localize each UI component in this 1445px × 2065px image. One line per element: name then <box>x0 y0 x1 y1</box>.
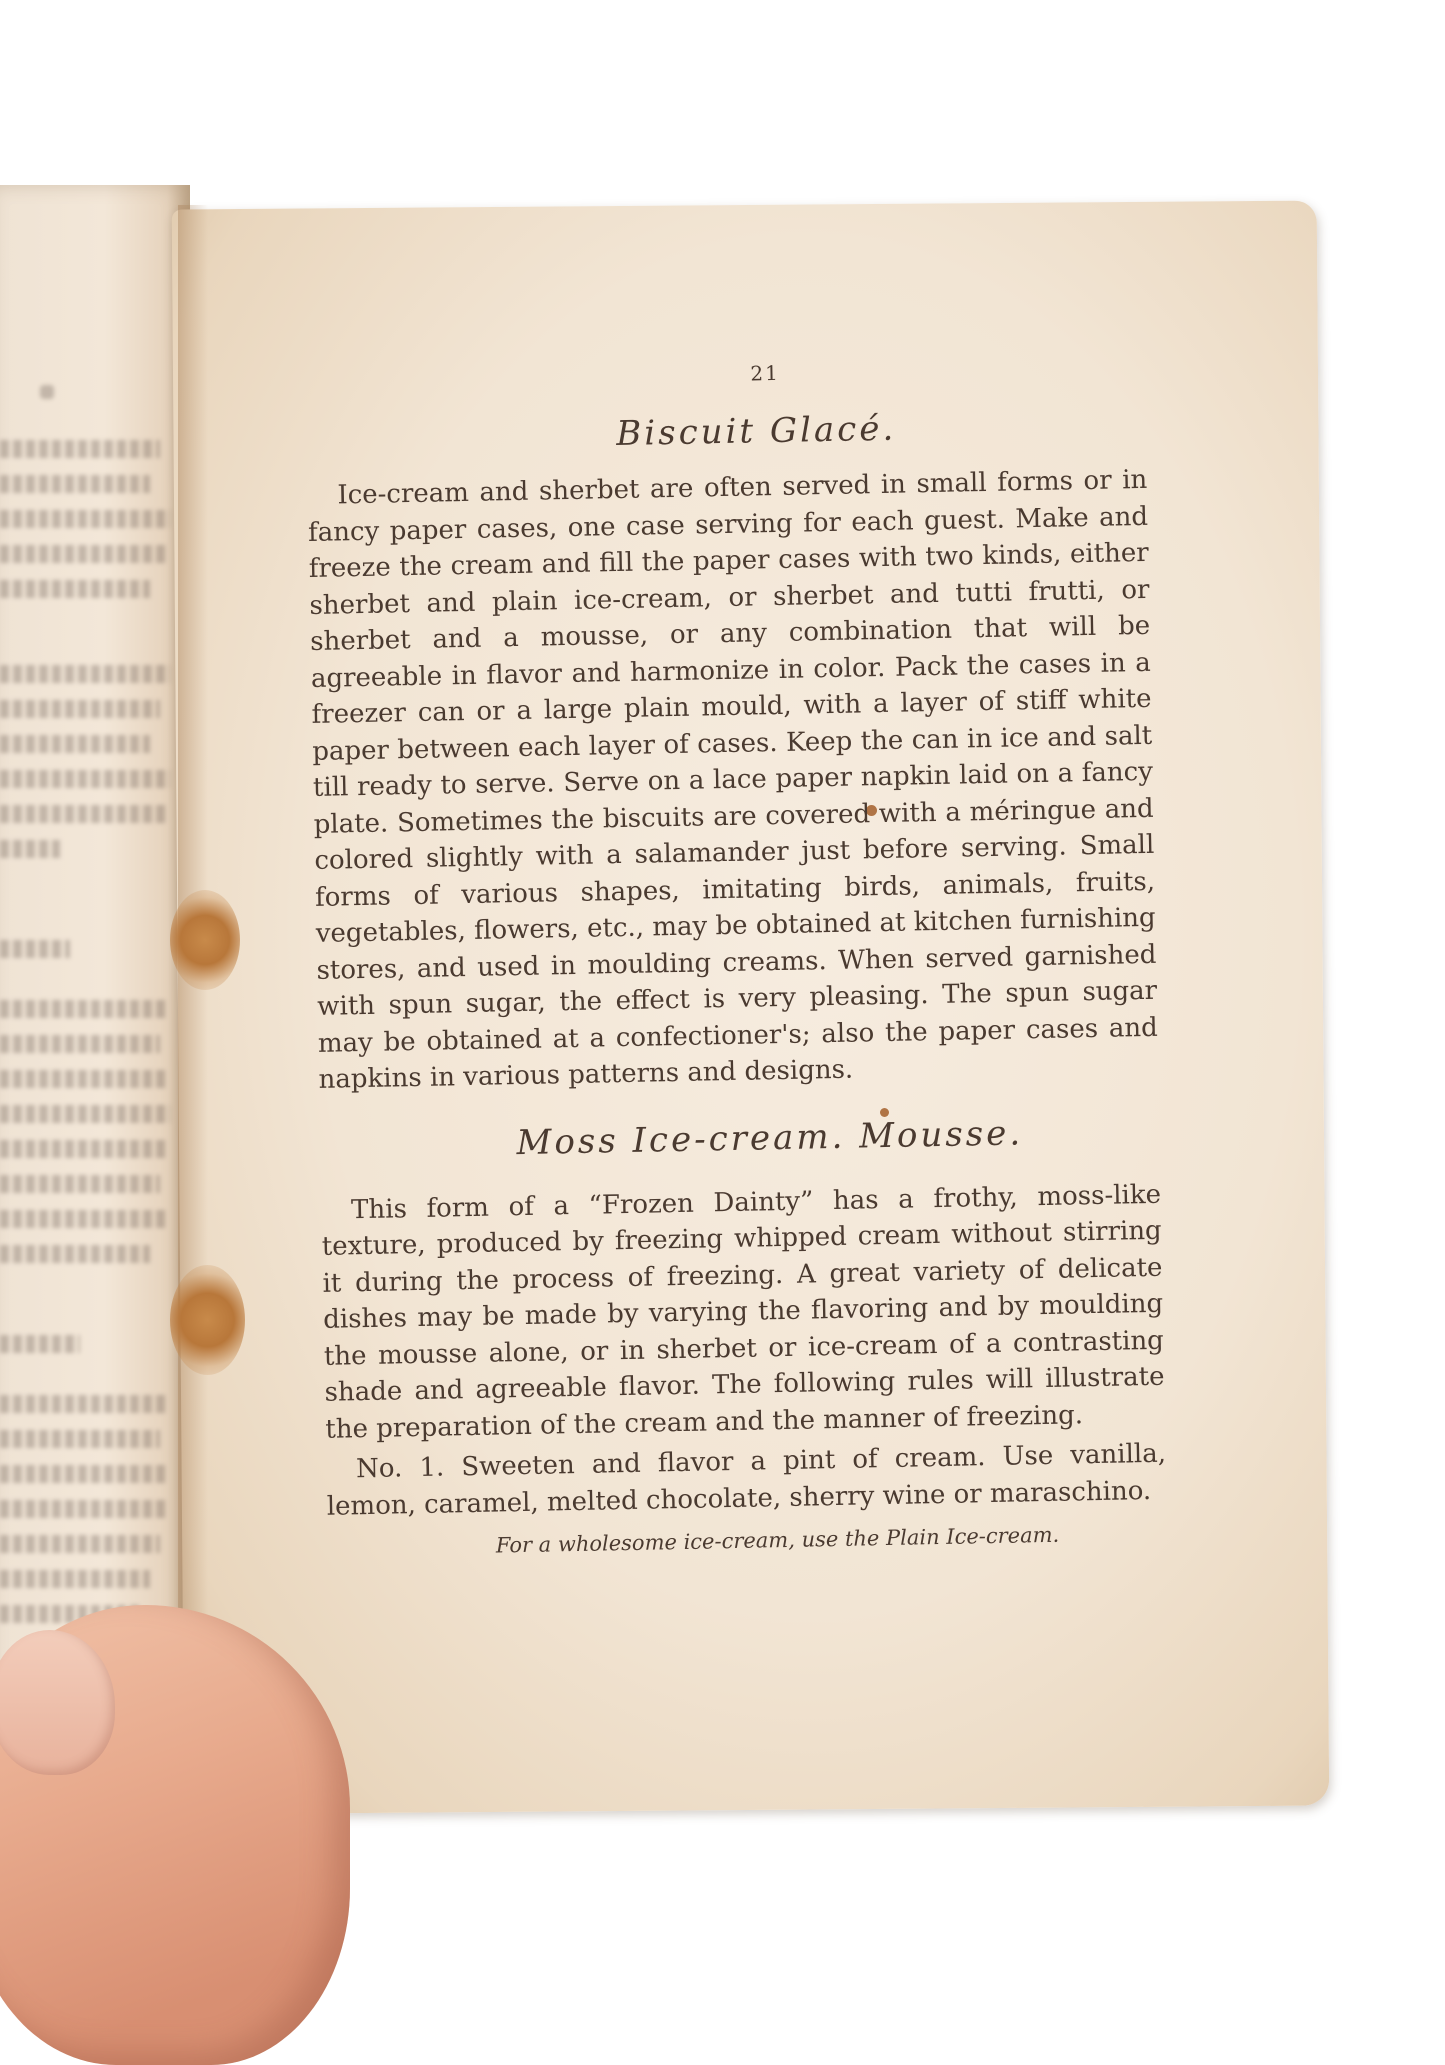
section-heading-moss-ice-cream: Moss Ice-cream. Mousse. <box>516 1112 1024 1163</box>
left-facing-page <box>0 185 190 1845</box>
page-number: 21 <box>750 360 781 386</box>
foxing-stain-lower <box>170 1265 245 1375</box>
biscuit-glace-text: Ice-cream and sherbet are often served in small forms or in fancy paper cases, one case serving for each guest. Make and freeze the cream and fill the paper cases with two kinds, either sherbet and plain ice-cream, or sherbet and tutti frutti, or sherbet and a mousse, or any combination that will be agreeable in flavor and harmonize in color. Pack the cases in a freezer can or a large plain mould, with a layer of stiff white paper between each layer of cases. Keep the can in ice and salt till ready to serve. Serve on a lace paper napkin laid on a fancy plate. Sometimes the biscuits are covered with a méringue and colored slightly with a salamander just before serving. Small forms of various shapes, imitating birds, animals, fruits, vegetables, flowers, etc., may be obtained at kitchen furnishing stores, and used in moulding creams. When served garnished with spun sugar, the effect is very pleasing. The spun sugar may be obtained at a confectioner's; also the paper cases and napkins in various patterns and designs. <box>307 464 1159 1095</box>
rule-no-1 <box>326 1436 1167 1525</box>
footnote: For a wholesome ice-cream, use the Plain Ice-cream. <box>495 1522 1060 1558</box>
left-page-text-blur <box>0 185 190 1845</box>
rule-text: Sweeten and flavor a pint of cream. Use vanilla, lemon, caramel, melted chocolate, sherry wine or maraschino. <box>326 1438 1167 1522</box>
mousse-paragraph <box>321 1176 1166 1448</box>
section-heading-biscuit-glace: Biscuit Glacé. <box>615 408 897 455</box>
mousse-text: This form of a “Frozen Dainty” has a frothy, moss-like texture, produced by freezing whipped cream without stirring it during the process of freezing. A great variety of delicate dishes may be made by varying the flavoring and by moulding the mousse alone, or in sherbet or ice-cream of a contrasting shade and agreeable flavor. The following rules will illustrate the preparation of the cream and the manner of freezing. <box>321 1179 1165 1445</box>
page-text-block <box>305 354 1168 1561</box>
biscuit-glace-paragraph <box>307 462 1159 1099</box>
foxing-stain-upper <box>170 890 240 990</box>
rule-label: No. 1. <box>355 1452 445 1485</box>
page-gutter-shadow <box>178 205 208 1810</box>
